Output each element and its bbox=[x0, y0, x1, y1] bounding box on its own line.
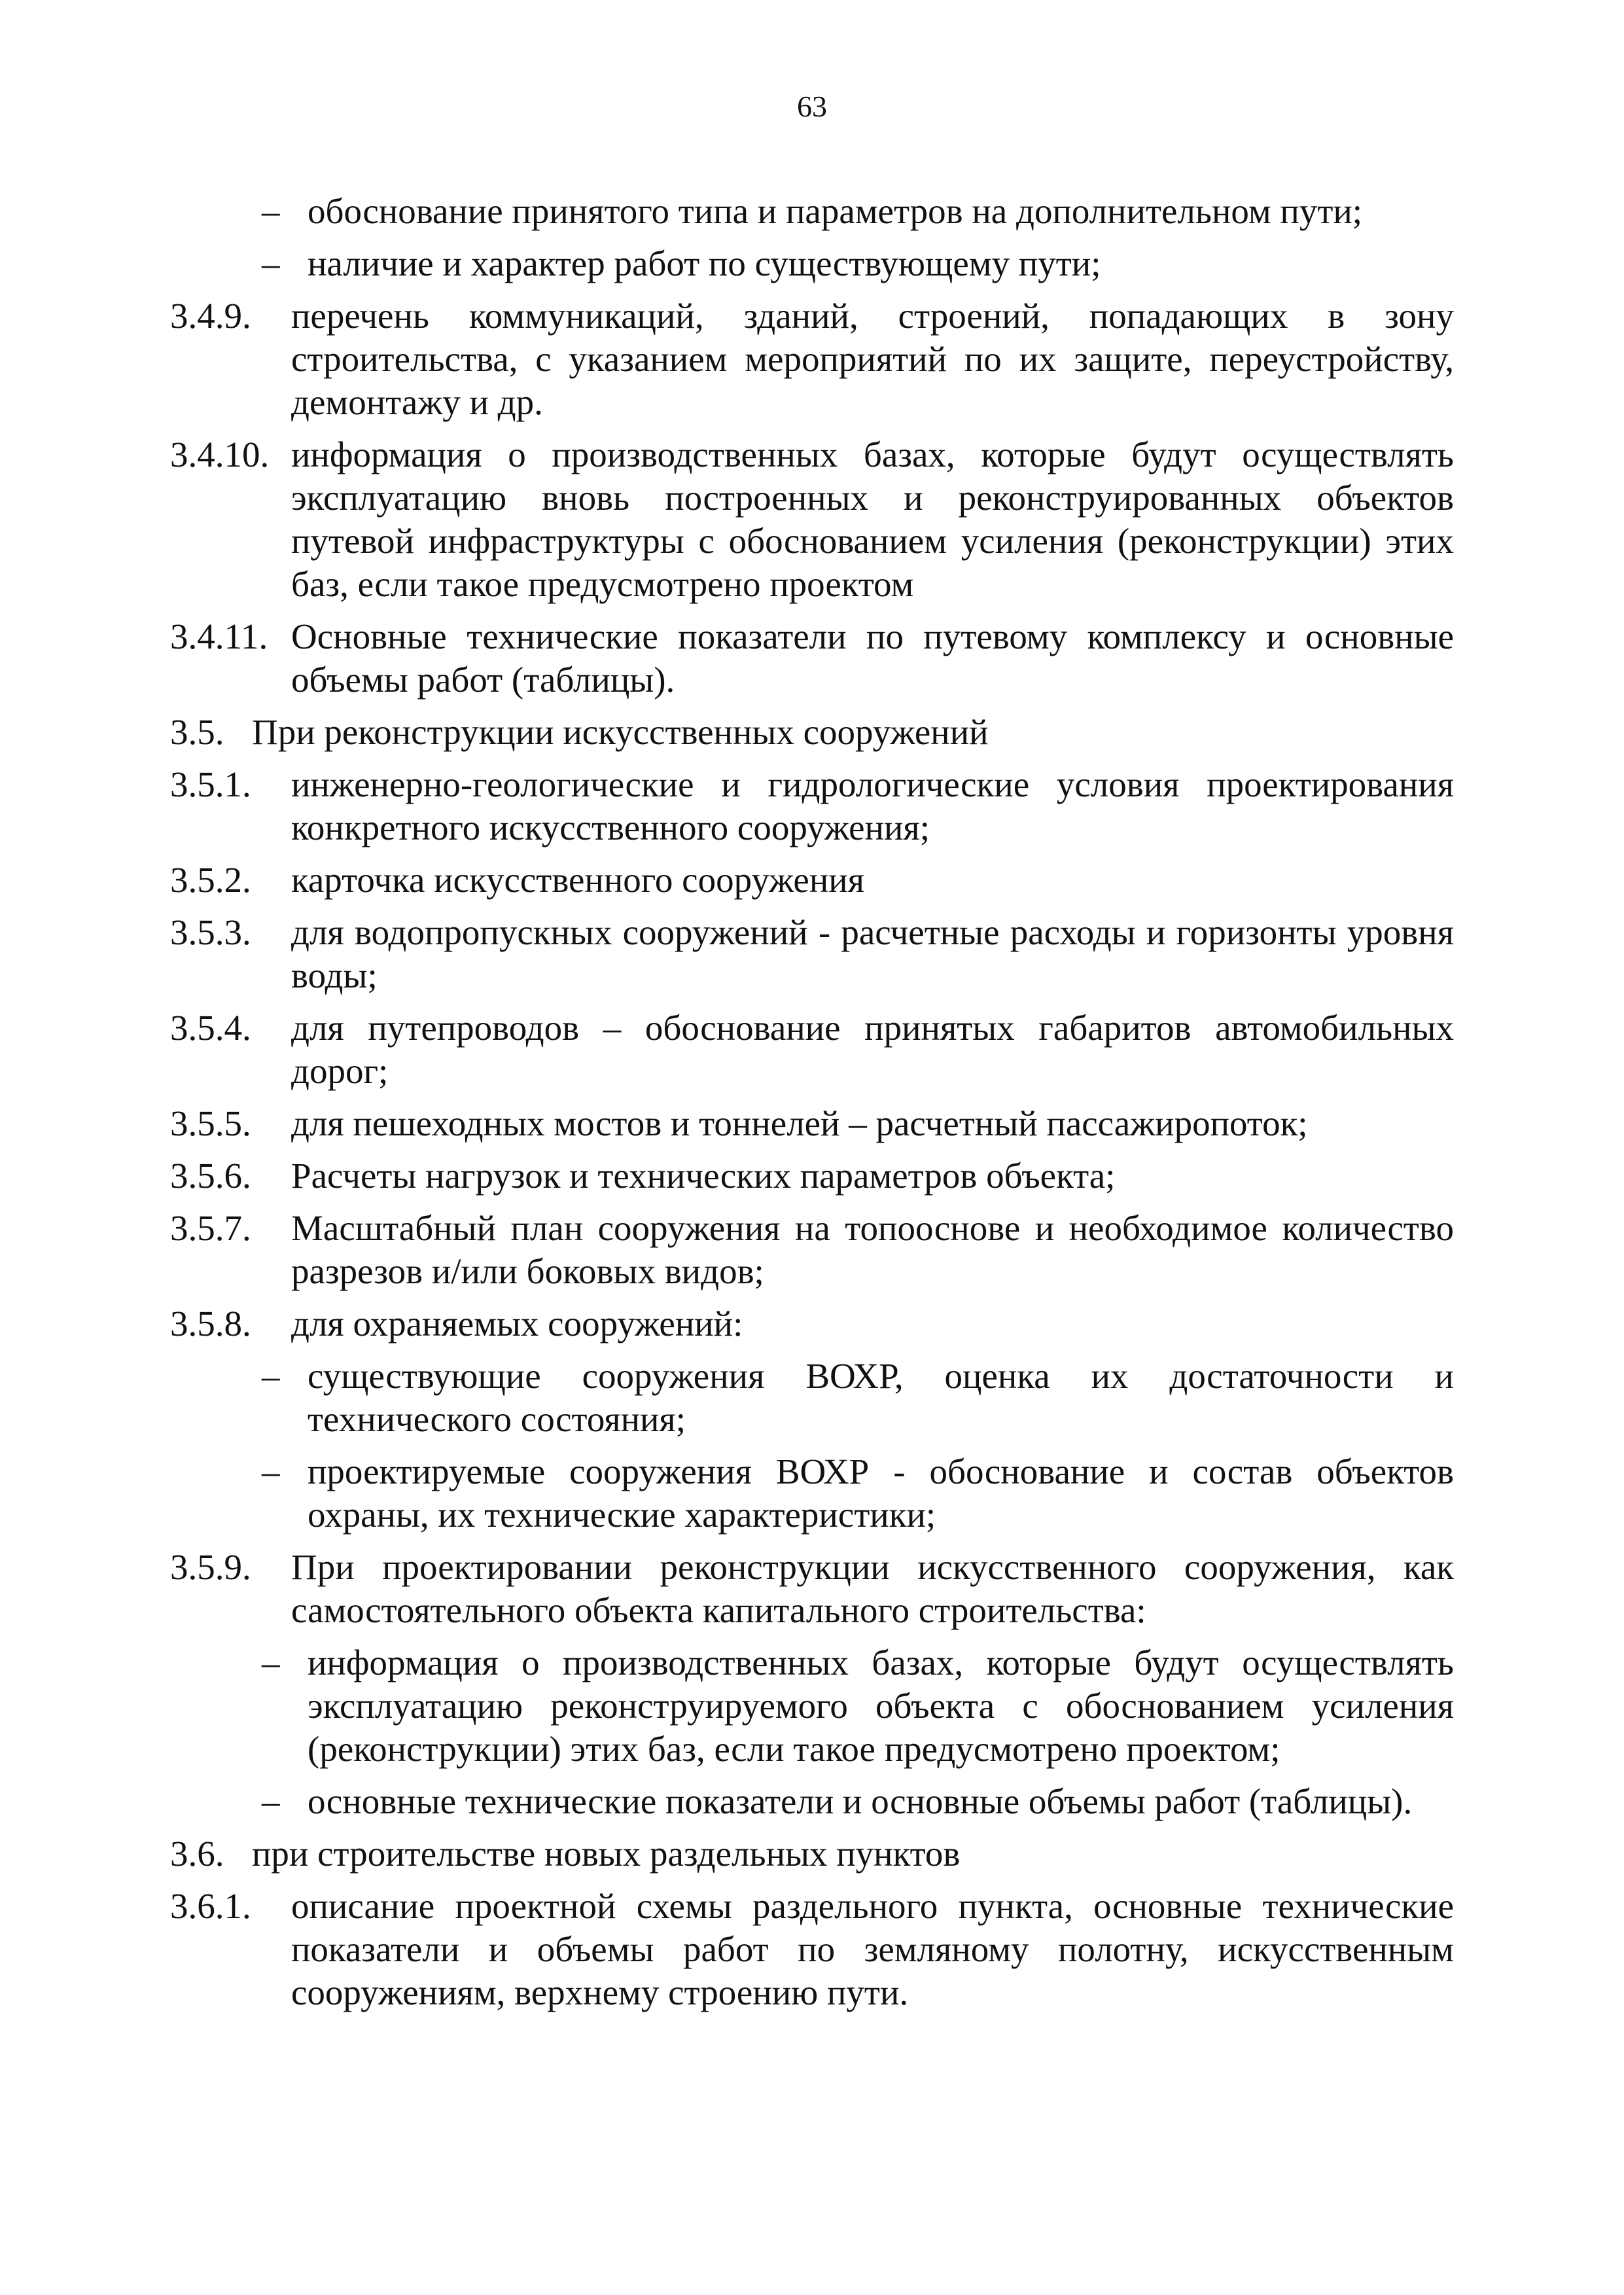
list-item bbox=[170, 1546, 1454, 1632]
section-text: При реконструкции искусственных сооружений bbox=[252, 712, 989, 752]
item-text: Расчеты нагрузок и технических параметров объекта; bbox=[291, 1156, 1116, 1196]
list-item bbox=[170, 1885, 1454, 2014]
item-number: 3.5.1. bbox=[170, 764, 251, 804]
page-number: 63 bbox=[797, 90, 827, 123]
list-item bbox=[170, 1302, 1454, 1345]
list-item bbox=[170, 1641, 1454, 1771]
item-number: 3.5.4. bbox=[170, 1008, 251, 1048]
list-item bbox=[170, 763, 1454, 849]
item-number: 3.4.11. bbox=[170, 616, 268, 656]
item-text: для путепроводов – обоснование принятых габаритов автомобильных дорог; bbox=[291, 1008, 1454, 1091]
section-number: 3.5. bbox=[170, 712, 224, 752]
item-number: 3.5.7. bbox=[170, 1208, 251, 1248]
item-number: 3.5.3. bbox=[170, 912, 251, 952]
item-number: 3.5.9. bbox=[170, 1547, 251, 1587]
item-number: 3.5.2. bbox=[170, 860, 251, 900]
list-item bbox=[170, 615, 1454, 702]
item-text: инженерно-геологические и гидрологические условия проектирования конкретного искусственного сооружения; bbox=[291, 764, 1454, 847]
item-text: для водопропускных сооружений - расчетные расходы и горизонты уровня воды; bbox=[291, 912, 1454, 995]
item-number: 3.4.9. bbox=[170, 296, 251, 336]
item-text: Основные технические показатели по путевому комплексу и основные объемы работ (таблицы). bbox=[291, 616, 1454, 700]
dash-marker: – bbox=[262, 243, 280, 283]
list-item bbox=[170, 1154, 1454, 1198]
list-item bbox=[170, 190, 1454, 233]
list-item bbox=[170, 294, 1454, 424]
section-text: при строительстве новых раздельных пунктов bbox=[252, 1834, 961, 1874]
list-item bbox=[170, 1207, 1454, 1293]
item-text: основные технические показатели и основные объемы работ (таблицы). bbox=[308, 1781, 1413, 1821]
item-text: информация о производственных базах, которые будут осуществлять эксплуатацию реконструируемого объекта с обоснованием усиления (реконструкции) этих баз, если такое предусмотрено проектом; bbox=[308, 1643, 1454, 1769]
item-number: 3.5.6. bbox=[170, 1156, 251, 1196]
item-number: 3.5.5. bbox=[170, 1103, 251, 1143]
list-item bbox=[170, 911, 1454, 997]
dash-marker: – bbox=[262, 1643, 280, 1682]
item-text: для охраняемых сооружений: bbox=[291, 1304, 743, 1343]
dash-marker: – bbox=[262, 1781, 280, 1821]
list-item bbox=[170, 1102, 1454, 1145]
item-number: 3.6.1. bbox=[170, 1886, 251, 1926]
document-body bbox=[170, 190, 1454, 2023]
item-number: 3.4.10. bbox=[170, 435, 270, 474]
item-text: для пешеходных мостов и тоннелей – расчетный пассажиропоток; bbox=[291, 1103, 1308, 1143]
item-text: наличие и характер работ по существующему пути; bbox=[308, 243, 1101, 283]
list-item bbox=[170, 1006, 1454, 1093]
section-number: 3.6. bbox=[170, 1834, 224, 1874]
dash-marker: – bbox=[262, 1451, 280, 1491]
list-item bbox=[170, 242, 1454, 285]
item-number: 3.5.8. bbox=[170, 1304, 251, 1343]
list-item bbox=[170, 433, 1454, 606]
item-text: перечень коммуникаций, зданий, строений, попадающих в зону строительства, с указанием мероприятий по их защите, переустройству, демонтажу и др. bbox=[291, 296, 1454, 422]
list-item bbox=[170, 859, 1454, 902]
section-heading bbox=[170, 1832, 1454, 1876]
item-text: карточка искусственного сооружения bbox=[291, 860, 864, 900]
section-heading bbox=[170, 711, 1454, 754]
list-item bbox=[170, 1450, 1454, 1537]
dash-marker: – bbox=[262, 1356, 280, 1396]
item-text: При проектировании реконструкции искусственного сооружения, как самостоятельного объекта капитального строительства: bbox=[291, 1547, 1454, 1630]
item-text: Масштабный план сооружения на топооснове и необходимое количество разрезов и/или боковых видов; bbox=[291, 1208, 1454, 1291]
dash-marker: – bbox=[262, 191, 280, 231]
item-text: проектируемые сооружения ВОХР - обоснование и состав объектов охраны, их технические характеристики; bbox=[308, 1451, 1454, 1535]
item-text: описание проектной схемы раздельного пункта, основные технические показатели и объемы работ по земляному полотну, искусственным сооружениям, верхнему строению пути. bbox=[291, 1886, 1454, 2012]
item-text: обоснование принятого типа и параметров на дополнительном пути; bbox=[308, 191, 1363, 231]
list-item bbox=[170, 1780, 1454, 1823]
list-item bbox=[170, 1355, 1454, 1441]
item-text: информация о производственных базах, которые будут осуществлять эксплуатацию вновь построенных и реконструированных объектов путевой инфраструктуры с обоснованием усиления (реконструкции) этих баз, если такое предусмотрено проектом bbox=[291, 435, 1454, 604]
item-text: существующие сооружения ВОХР, оценка их достаточности и технического состояния; bbox=[308, 1356, 1454, 1439]
